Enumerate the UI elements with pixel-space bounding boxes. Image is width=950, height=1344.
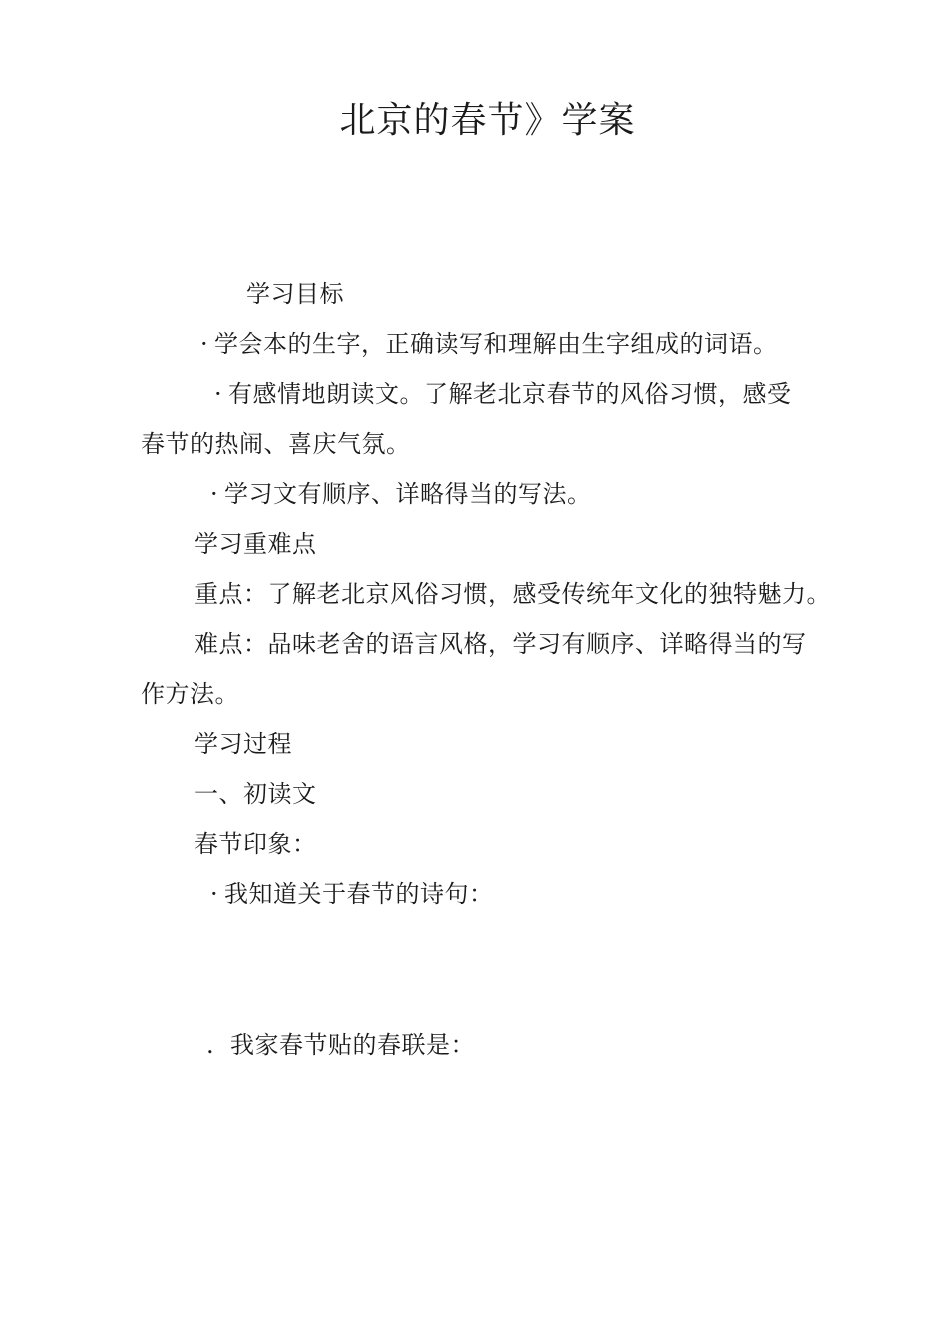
goal-item-2 bbox=[214, 377, 792, 411]
bullet-dot: · bbox=[200, 330, 209, 358]
bullet-dot: · bbox=[210, 880, 219, 908]
heading-learning-goals: 学习目标 bbox=[246, 280, 344, 308]
couplet-prompt-text: 我家春节贴的春联是： bbox=[230, 1031, 475, 1059]
heading-learning-process: 学习过程 bbox=[194, 730, 292, 758]
heading-key-points: 学习重难点 bbox=[194, 530, 317, 558]
spring-festival-impression: 春节印象： bbox=[194, 830, 317, 858]
goal-item-1 bbox=[200, 327, 778, 361]
goal-item-3-text: 学习文有顺序、详略得当的写法。 bbox=[224, 480, 592, 508]
bullet-dot: · bbox=[214, 380, 223, 408]
goal-item-2-continued: 春节的热闹、喜庆气氛。 bbox=[141, 430, 411, 458]
bullet-dot: . bbox=[206, 1031, 215, 1059]
goal-item-1-text: 学会本的生字，正确读写和理解由生字组成的词语。 bbox=[214, 330, 778, 358]
key-point-text: 重点：了解老北京风俗习惯，感受传统年文化的独特魅力。 bbox=[194, 580, 831, 608]
poem-prompt-text: 我知道关于春节的诗句： bbox=[224, 880, 494, 908]
poem-prompt bbox=[210, 877, 494, 911]
difficult-point-text: 难点：品味老舍的语言风格，学习有顺序、详略得当的写 bbox=[194, 630, 807, 658]
goal-item-3 bbox=[210, 477, 592, 511]
section-first-reading: 一、初读文 bbox=[194, 780, 317, 808]
bullet-dot: · bbox=[210, 480, 219, 508]
goal-item-2-text: 有感情地朗读文。了解老北京春节的风俗习惯，感受 bbox=[228, 380, 792, 408]
couplet-prompt bbox=[206, 1028, 475, 1062]
document-title: 北京的春节》学案 bbox=[339, 100, 636, 141]
difficult-point-continued: 作方法。 bbox=[141, 680, 239, 708]
